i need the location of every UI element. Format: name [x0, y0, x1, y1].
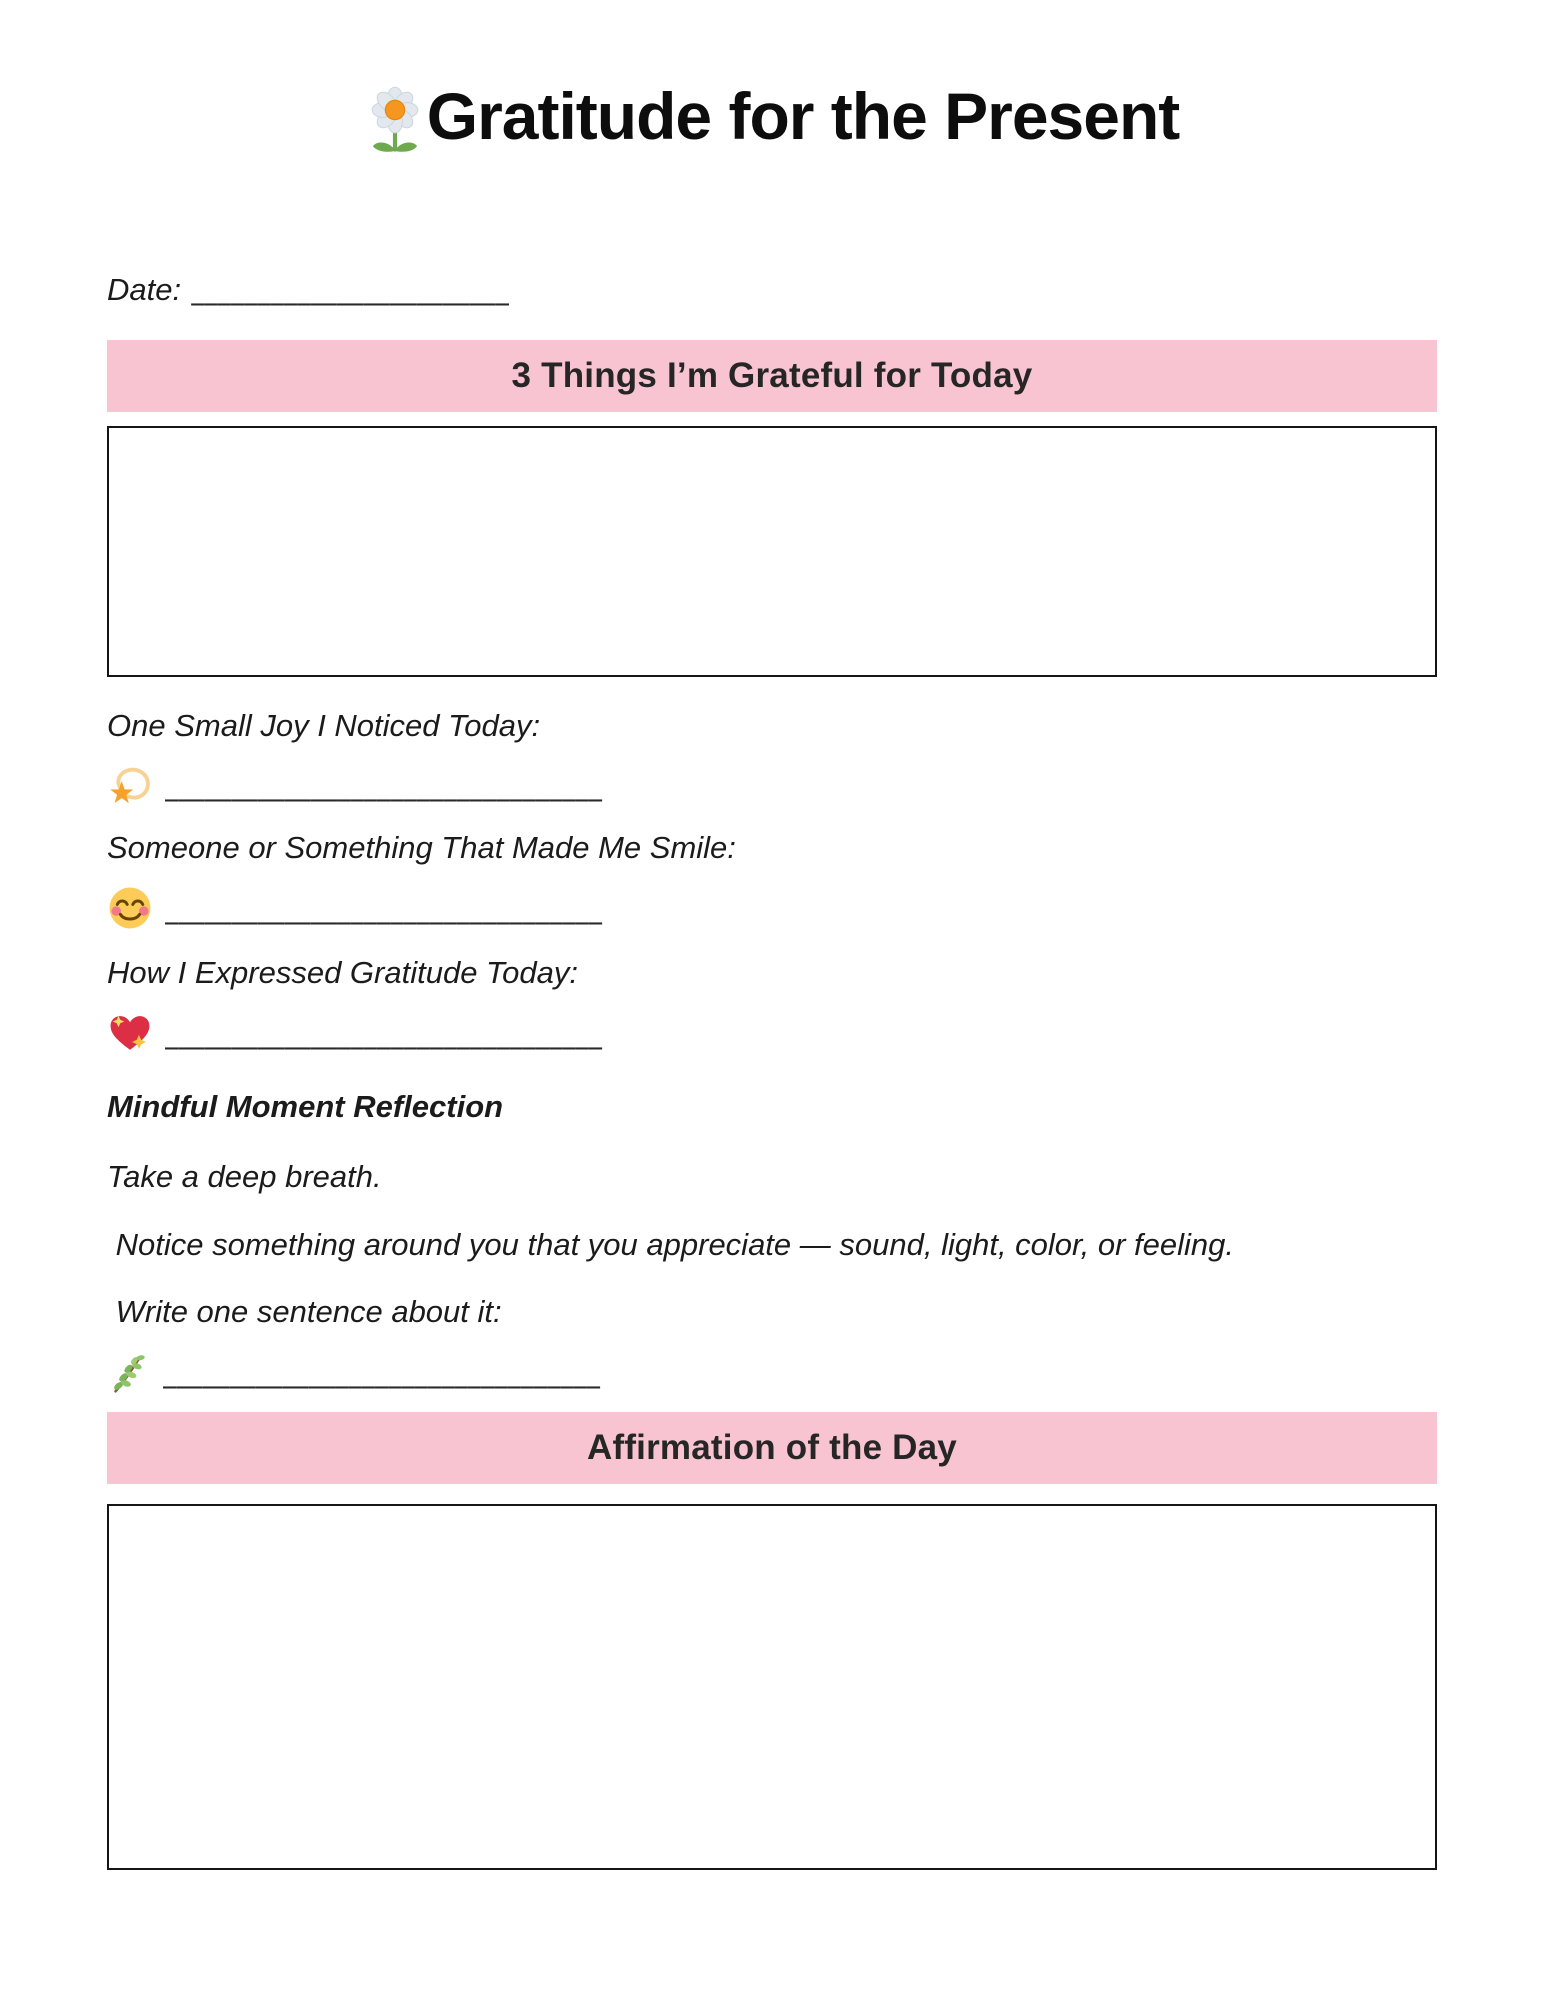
- prompt-label-small-joy: One Small Joy I Noticed Today:: [107, 708, 541, 743]
- herb-sprig-icon: [107, 1351, 151, 1395]
- prompt-label-made-me-smile: Someone or Something That Made Me Smile:: [107, 830, 736, 865]
- page-title: Gratitude for the Present: [426, 79, 1180, 154]
- sparkling-heart-icon: [107, 1010, 153, 1056]
- fill-in-line-small-joy: _________________________________: [165, 777, 603, 802]
- date-label: Date:: [107, 272, 182, 307]
- blossom-flower-icon: [366, 86, 424, 158]
- section-banner-grateful: [107, 340, 1437, 412]
- prompt-label-expressed-gratitude: How I Expressed Gratitude Today:: [107, 955, 578, 990]
- date-row: [107, 270, 1437, 314]
- worksheet-body: [107, 270, 1437, 1870]
- reflection-line-breath: Take a deep breath.: [107, 1159, 382, 1194]
- fill-in-row-reflection: [107, 1347, 1437, 1395]
- fill-in-row-expressed-gratitude: [107, 1008, 1437, 1056]
- smiling-face-icon: [107, 885, 153, 931]
- fill-in-line-reflection: _________________________________: [163, 1364, 601, 1389]
- dizzy-star-icon: [107, 762, 153, 808]
- section-banner-grateful-label: 3 Things I’m Grateful for Today: [511, 356, 1033, 395]
- grateful-answer-box: [107, 426, 1437, 677]
- fill-in-line-made-me-smile: _________________________________: [165, 900, 603, 925]
- reflection-heading: Mindful Moment Reflection: [107, 1089, 504, 1124]
- fill-in-row-small-joy: [107, 760, 1437, 808]
- fill-in-line-expressed-gratitude: _________________________________: [165, 1025, 603, 1050]
- reflection-line-write: Write one sentence about it:: [107, 1294, 502, 1329]
- fill-in-row-made-me-smile: [107, 883, 1437, 931]
- section-banner-affirmation: [107, 1412, 1437, 1484]
- affirmation-answer-box: [107, 1504, 1437, 1870]
- page-header: [0, 0, 1545, 158]
- date-fill-in-line: ________________________: [191, 281, 509, 306]
- section-banner-affirmation-label: Affirmation of the Day: [587, 1428, 957, 1467]
- reflection-line-notice: Notice something around you that you appreciate — sound, light, color, or feeling.: [107, 1227, 1235, 1262]
